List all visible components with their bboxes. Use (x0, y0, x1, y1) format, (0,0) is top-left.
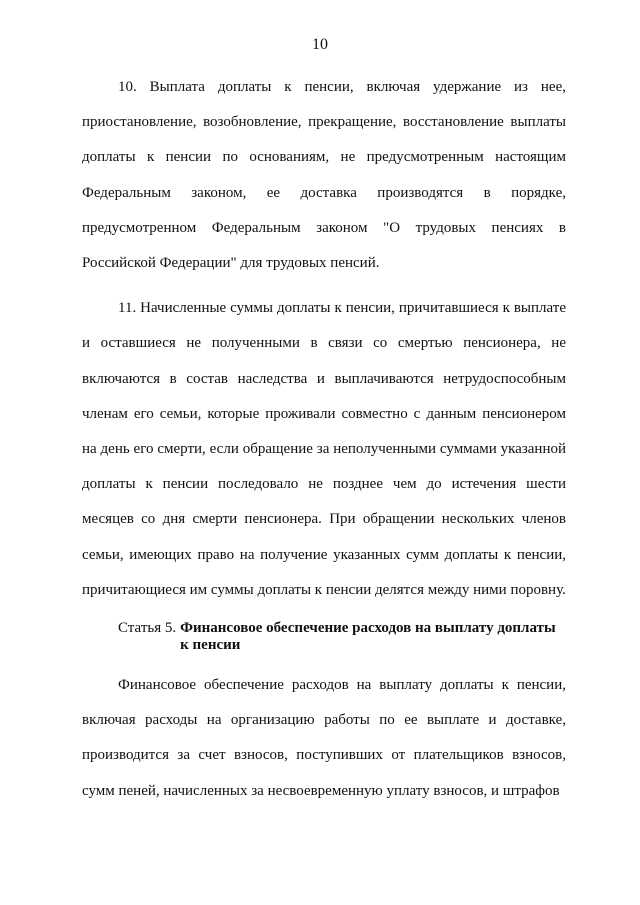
paragraph-11: 11. Начисленные суммы доплаты к пенсии, причитавшиеся к выплате и оставшиеся не полученными в связи со смертью пенсионера, не включаются в состав наследства и выплачиваются нетрудоспособным членам его семьи, которые проживали совместно с данным пенсионером на день его смерти, если обращение за неполученными суммами указанной доплаты к пенсии последовало не позднее чем до истечения шести месяцев со дня смерти пенсионера. При обращении нескольких членов семьи, имеющих право на получение указанных сумм доплаты к пенсии, причитающиеся им суммы доплаты к пенсии делятся между ними поровну. (82, 300, 566, 598)
article-title: Финансовое обеспечение расходов на выплату доплаты к пенсии (180, 620, 556, 654)
document-body (82, 70, 566, 809)
article-label: Статья 5. (118, 620, 177, 637)
page-number: 10 (312, 36, 328, 53)
article-5-paragraph: Финансовое обеспечение расходов на выплату доплаты к пенсии, включая расходы на организацию работы по ее выплате и доставке, производится за счет взносов, поступивших от плательщиков взносов, сумм пеней, начисленных за несвоевременную уплату взносов, и штрафов (82, 677, 566, 799)
article-heading (82, 620, 566, 654)
paragraph-10: 10. Выплата доплаты к пенсии, включая удержание из нее, приостановление, возобновление, прекращение, восстановление выплаты доплаты к пенсии по основаниям, не предусмотренным настоящим Федеральным законом, ее доставка производятся в порядке, предусмотренном Федеральным законом "О трудовых пенсиях в Российской Федерации" для трудовых пенсий. (82, 79, 566, 272)
